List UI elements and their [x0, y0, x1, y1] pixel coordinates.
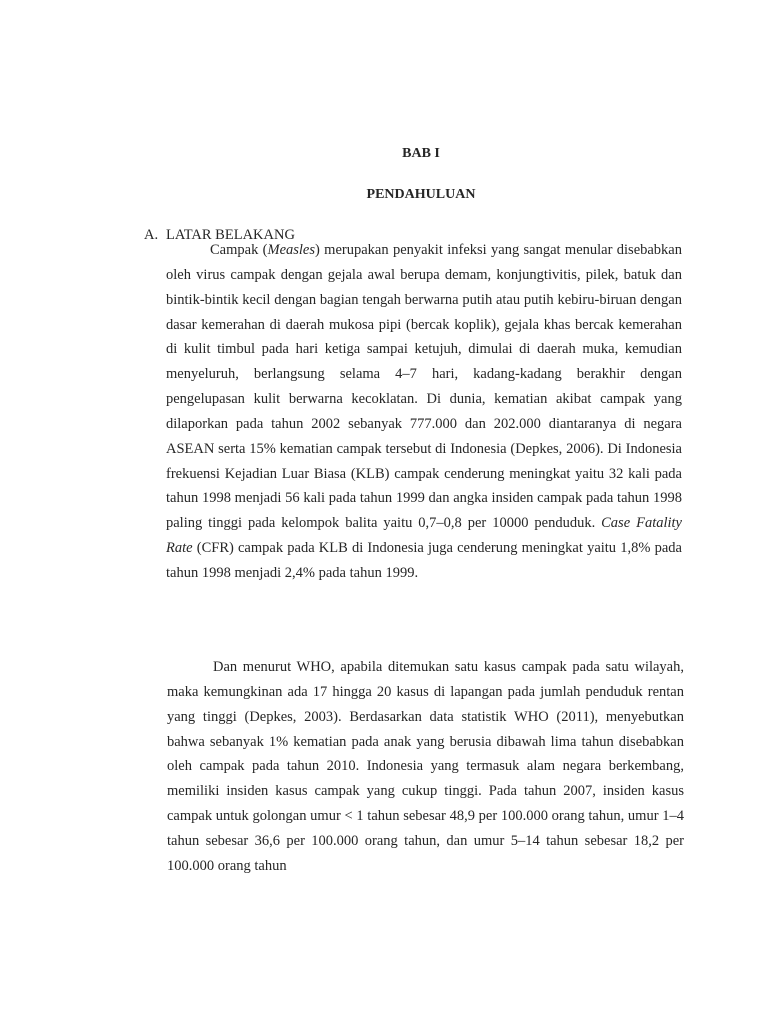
paragraph-1-text-b: ) merupakan penyakit infeksi yang sangat menular disebabkan oleh virus campak dengan gejala awal berupa demam, konjungtivitis, pilek, batuk dan bintik-bintik kecil dengan bagian tengah berwarna putih atau putih kebiru-biruan dengan dasar kemerahan di daerah mukosa pipi (bercak koplik), gejala khas bercak kemerahan di kulit timbul pada hari ketiga sampai ketujuh, dimulai di daerah muka, kemudian menyeluruh, berlangsung selama 4–7 hari, kadang-kadang berakhir dengan pengelupasan kulit berwarna kecoklatan. Di dunia, kematian akibat campak yang dilaporkan pada tahun 2002 sebanyak 777.000 dan 202.000 diantaranya di negara ASEAN serta 15% kematian campak tersebut di Indonesia (Depkes, 2006). Di Indonesia frekuensi Kejadian Luar Biasa (KLB) campak cenderung meningkat yaitu 32 kali pada tahun 1998 menjadi 56 kali pada tahun 1999 dan angka insiden campak pada tahun 1998 paling tinggi pada kelompok balita yaitu 0,7–0,8 per 10000 penduduk.	[166, 242, 682, 532]
paragraph-1-text-a: Campak (	[210, 242, 268, 258]
paragraph-1-text-c: (CFR) campak pada KLB di Indonesia juga cenderung meningkat yaitu 1,8% pada tahun 1998 menjadi 2,4% pada tahun 1999.	[166, 540, 682, 581]
chapter-title: PENDAHULUAN	[366, 187, 476, 202]
section-title: LATAR BELAKANG	[166, 227, 295, 243]
paragraph-1-italic-cfr: Case Fatality Rate	[166, 515, 682, 557]
paragraph-1-italic-measles: Measles	[267, 242, 316, 258]
paragraph-2: Dan menurut WHO, apabila ditemukan satu kasus campak pada satu wilayah, maka kemungkinan ada 17 hingga 20 kasus di lapangan pada jumlah penduduk rentan yang tinggi (Depkes, 2003). Berdasarkan data statistik WHO (2011), menyebutkan bahwa sebanyak 1% kematian pada anak yang berusia dibawah lima tahun disebabkan oleh campak pada tahun 2010. Indonesia yang termasuk alam negara berkembang, memiliki insiden kasus campak yang cukup tinggi. Pada tahun 2007, insiden kasus campak untuk golongan umur < 1 tahun sebesar 48,9 per 100.000 orang tahun, umur 1–4 tahun sebesar 36,6 per 100.000 orang tahun, dan umur 5–14 tahun sebesar 18,2 per 100.000 orang tahun	[167, 659, 684, 874]
section-number: A.	[144, 227, 159, 243]
paragraph-1	[166, 238, 682, 586]
chapter-heading: BAB I	[402, 146, 440, 161]
